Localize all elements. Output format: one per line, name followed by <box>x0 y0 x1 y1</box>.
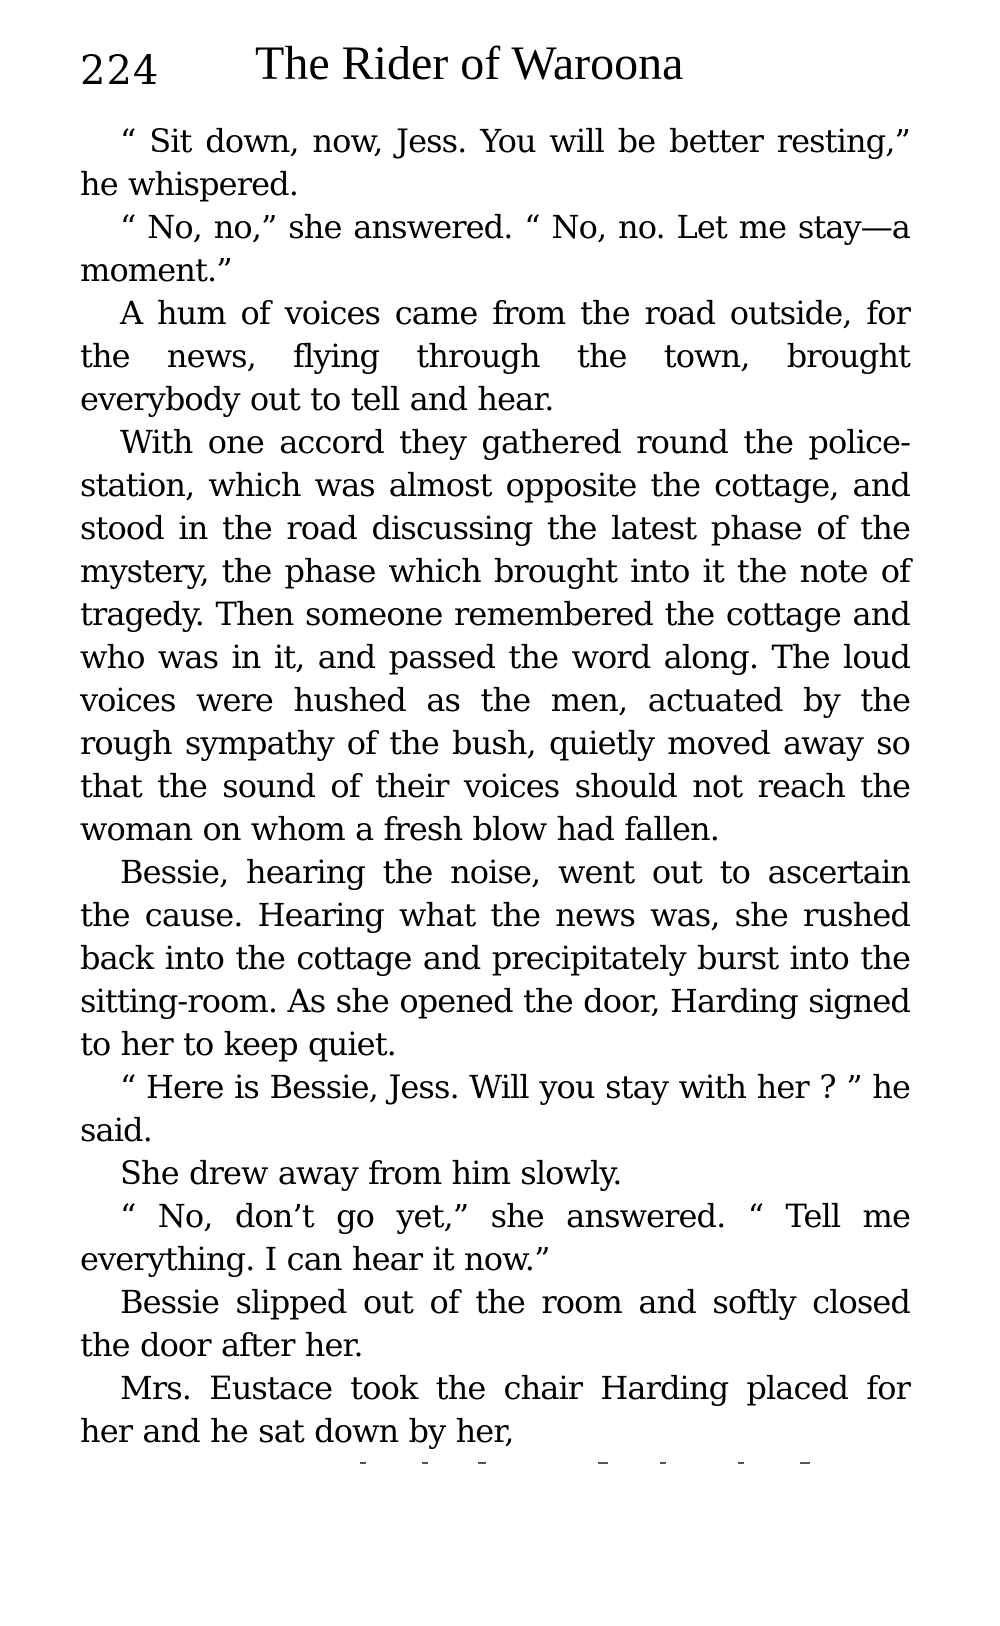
page-number: 224 <box>80 48 160 94</box>
paragraph-6: “ Here is Bessie, Jess. Will you stay with her ? ” he said. <box>80 1068 910 1149</box>
paragraph-2: “ No, no,” she answered. “ No, no. Let me stay—a moment.” <box>80 208 910 289</box>
paragraph-3: A hum of voices came from the road outside, for the news, flying through the town, brought everybody out to tell and hear. <box>80 294 910 418</box>
paragraph-1: “ Sit down, now, Jess. You will be better resting,” he whispered. <box>80 122 910 203</box>
paragraph-5: Bessie, hearing the noise, went out to ascertain the cause. Hearing what the news was, she rushed back into the cottage and precipitately burst into the sitting-room. As she opened the door, Harding signed to her to keep quiet. <box>80 853 910 1063</box>
page-content <box>80 30 910 1453</box>
stray-print-marks <box>360 1462 820 1468</box>
paragraph-7: She drew away from him slowly. <box>120 1154 622 1192</box>
paragraph-8: “ No, don’t go yet,” she answered. “ Tell me everything. I can hear it now.” <box>80 1197 910 1278</box>
paragraph-4: With one accord they gathered round the police-station, which was almost opposite the cottage, and stood in the road discussing the latest phase of the mystery, the phase which brought into it the note of tragedy. Then someone remembered the cottage and who was in it, and passed the word along. The loud voices were hushed as the men, actuated by the rough sympathy of the bush, quietly moved away so that the sound of their voices should not reach the woman on whom a fresh blow had fallen. <box>80 423 910 848</box>
book-title: The Rider of Waroona <box>255 37 684 90</box>
paragraph-10: Mrs. Eustace took the chair Harding placed for her and he sat down by her, <box>80 1369 910 1450</box>
running-head <box>80 30 910 110</box>
body-text <box>80 120 910 1453</box>
paragraph-9: Bessie slipped out of the room and softly closed the door after her. <box>80 1283 910 1364</box>
